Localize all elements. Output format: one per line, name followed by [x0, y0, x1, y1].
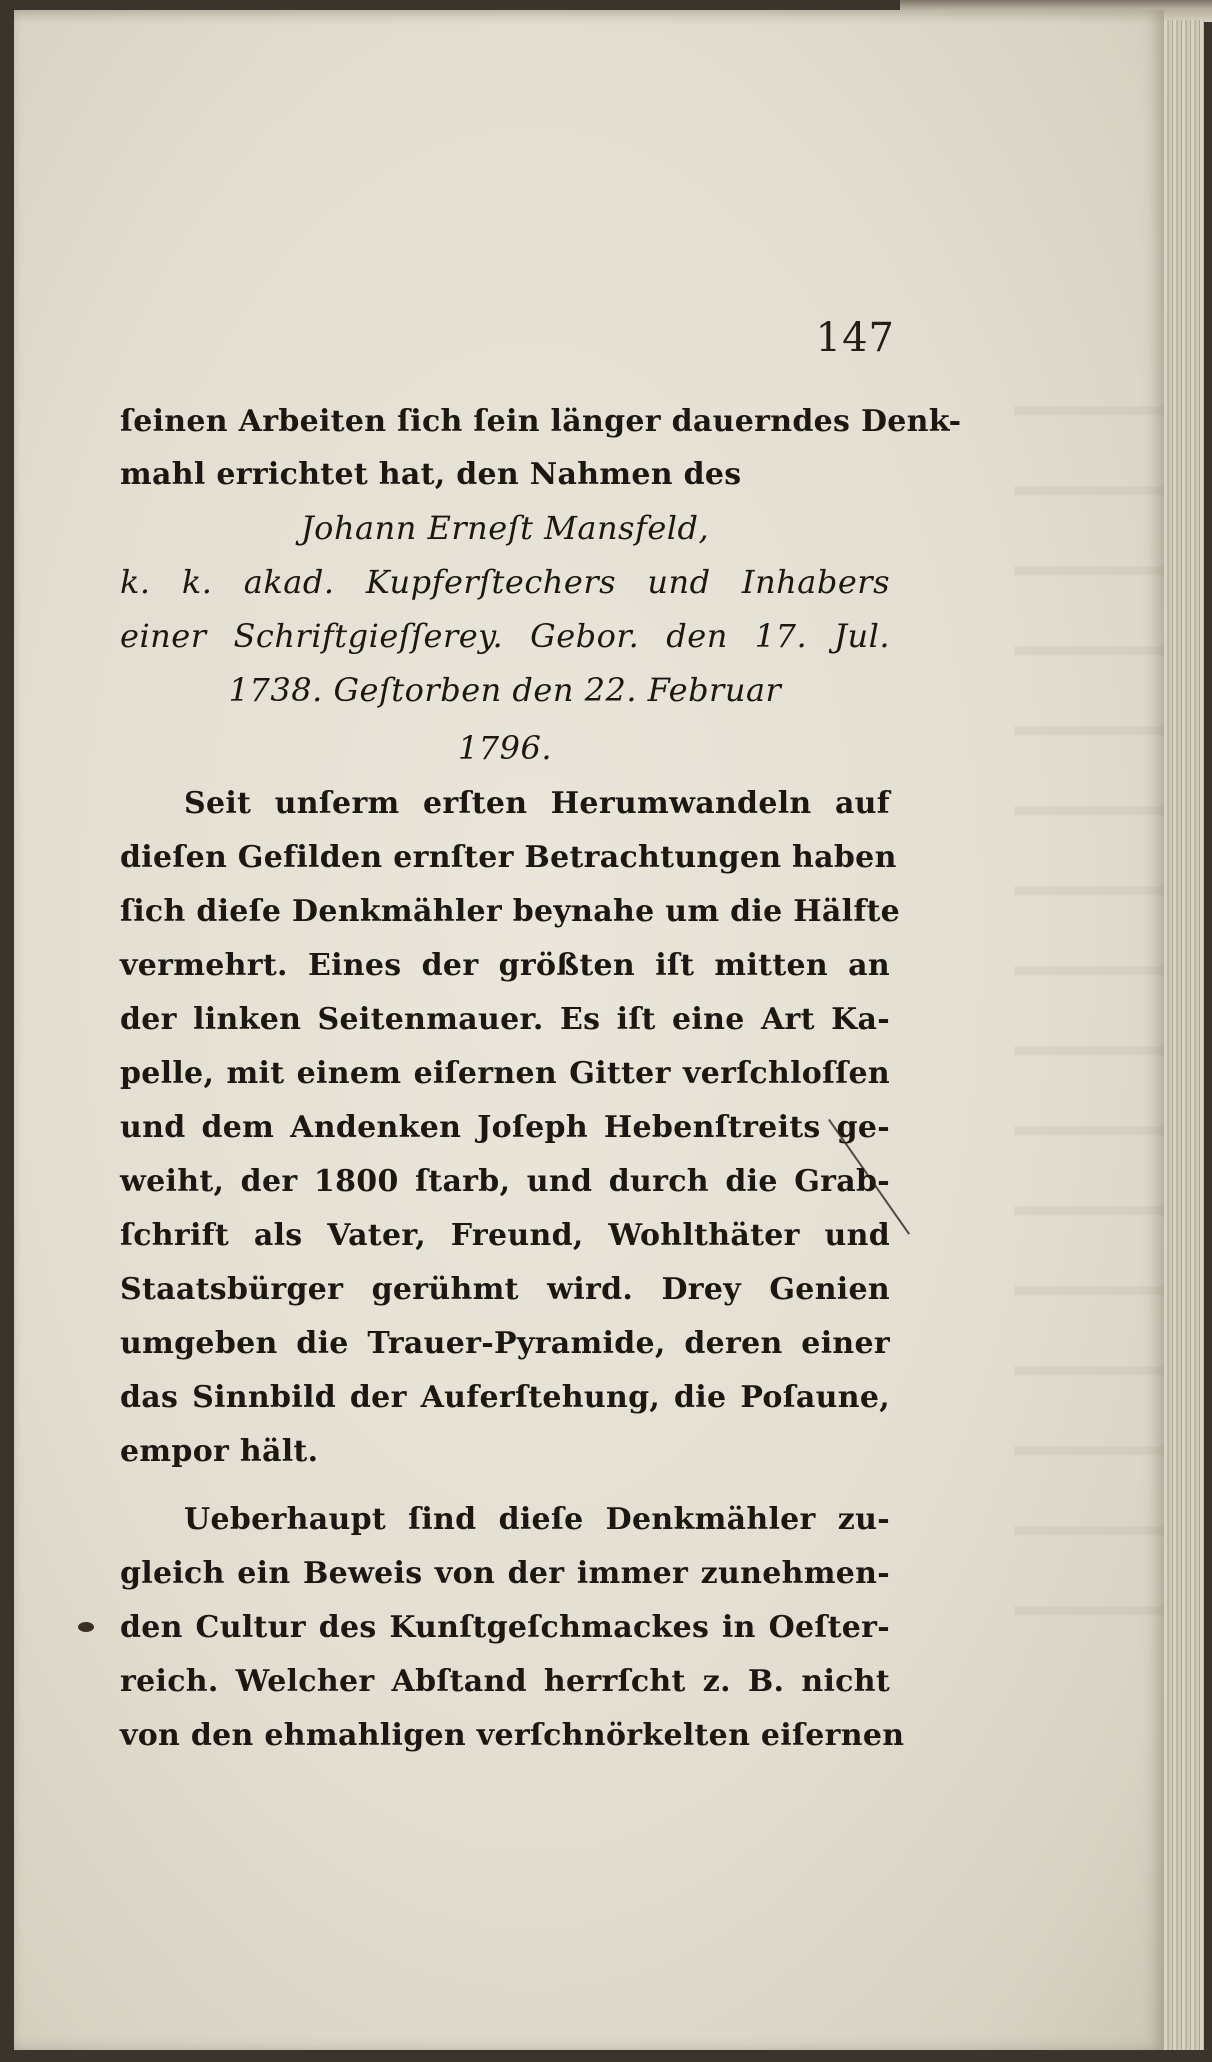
page-stack-edges [1164, 20, 1204, 2050]
text-line: Ueberhaupt ſind dieſe Denkmähler zu- [184, 1502, 890, 1537]
text-line: pelle, mit einem eiſernen Gitter verſchloſſen [120, 1056, 890, 1091]
text-line: gleich ein Beweis von der immer zunehmen- [120, 1556, 890, 1591]
ink-spot-mark [78, 1622, 94, 1632]
text-line: der linken Seitenmauer. Es iſt eine Art Ka- [120, 1002, 890, 1037]
text-line: empor hält. [120, 1434, 319, 1469]
page-number: 147 [815, 315, 895, 361]
text-line: von den ehmahligen verſchnörkelten eiſernen [120, 1718, 905, 1753]
text-line: weiht, der 1800 ſtarb, und durch die Grab- [120, 1164, 890, 1199]
text-line: 1738. Geſtorben den 22. Februar [228, 671, 782, 709]
text-line-year: 1796. [457, 729, 553, 767]
text-line: ſich dieſe Denkmähler beynahe um die Hälfte [120, 894, 901, 929]
text-line: dieſen Gefilden ernſter Betrachtungen haben [120, 840, 897, 875]
text-line: reich. Welcher Abſtand herrſcht z. B. nicht [120, 1664, 890, 1699]
text-line: den Cultur des Kunſtgeſchmackes in Oeſter- [120, 1610, 890, 1645]
text-line: mahl errichtet hat, den Nahmen des [120, 457, 742, 492]
text-line: einer Schriftgieſſerey. Gebor. den 17. Jul. [120, 617, 890, 655]
text-line: umgeben die Trauer-Pyramide, deren einer [120, 1326, 890, 1361]
text-line: das Sinnbild der Auferſtehung, die Poſaune, [120, 1380, 890, 1415]
show-through-text [1014, 370, 1164, 1670]
text-line: vermehrt. Eines der größten iſt mitten an [120, 948, 890, 983]
text-line: ſchrift als Vater, Freund, Wohlthäter und [120, 1218, 890, 1253]
text-line: ſeinen Arbeiten ſich ſein länger dauerndes Denk- [120, 404, 962, 439]
text-line: Seit unſerm erſten Herumwandeln auf [184, 786, 890, 821]
text-line: k. k. akad. Kupferſtechers und Inhabers [120, 563, 890, 601]
text-line-name: Johann Erneſt Mansfeld, [300, 509, 710, 547]
text-line: und dem Andenken Joſeph Hebenſtreits ge- [120, 1110, 890, 1145]
text-line: Staatsbürger gerühmt wird. Drey Genien [120, 1272, 890, 1307]
